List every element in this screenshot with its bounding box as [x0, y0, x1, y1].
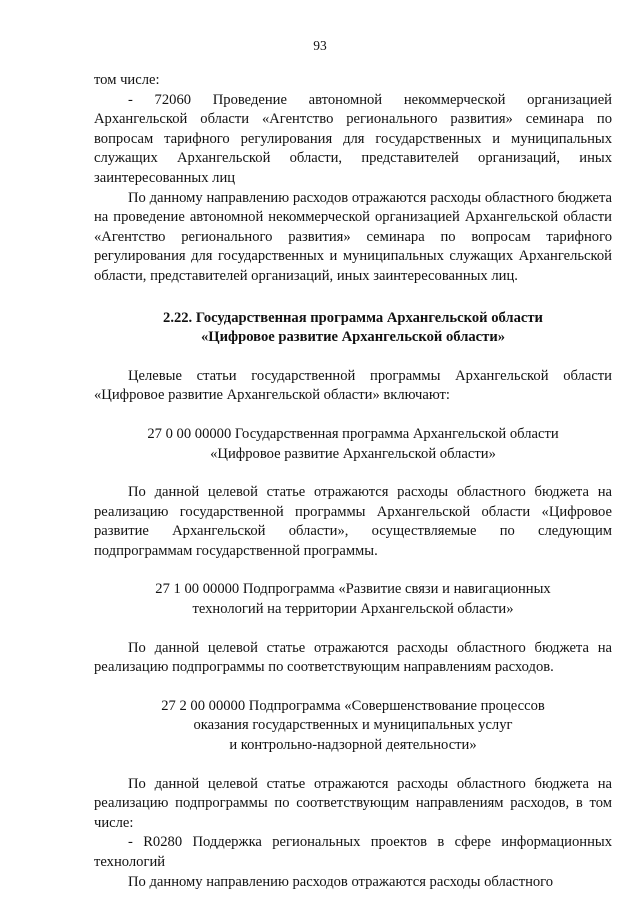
paragraph-subprogram-2-expenses: По данной целевой статье отражаются расходы областного бюджета на реализацию подпрограммы по соответствующим направлениям расходов, в том числе:: [94, 775, 612, 831]
code-27-1-line-1: 27 1 00 00000 Подпрограмма «Развитие связи и навигационных: [155, 581, 551, 598]
spacer: [94, 406, 612, 425]
paragraph-72060-item: - 72060 Проведение автономной некоммерческой организацией Архангельской области «Агентство регионального развития» семинара по вопросам тарифного регулирования для государственных и муниципальных служащих Архангельской области, представителей организаций, иных заинтересованных лиц: [94, 91, 612, 186]
paragraph-target-articles: Целевые статьи государственной программы Архангельской области «Цифровое развитие Архангельской области» включают:: [94, 367, 612, 404]
code-27-1-line-2: технологий на территории Архангельской области»: [192, 601, 514, 618]
document-body: [94, 71, 612, 892]
paragraph-intro: том числе:: [94, 72, 160, 88]
section-heading-line-1: 2.22. Государственная программа Архангельской области: [163, 309, 543, 326]
page-number: 93: [313, 38, 327, 53]
spacer: [94, 561, 612, 580]
spacer: [94, 464, 612, 483]
code-27-2-line-3: и контрольно-надзорной деятельности»: [229, 737, 477, 754]
code-27-0-line-1: 27 0 00 00000 Государственная программа Архангельской области: [147, 425, 559, 442]
section-heading-line-2: «Цифровое развитие Архангельской области»: [200, 329, 506, 346]
code-27-2-line-2: оказания государственных и муниципальных услуг: [193, 717, 513, 734]
paragraph-r0280-item: - R0280 Поддержка региональных проектов в сфере информационных технологий: [94, 834, 612, 870]
spacer: [94, 756, 612, 775]
code-27-2-line-1: 27 2 00 00000 Подпрограмма «Совершенствование процессов: [161, 697, 545, 714]
paragraph-subprogram-1-expenses: По данной целевой статье отражаются расходы областного бюджета на реализацию подпрограммы по соответствующим направлениям расходов.: [94, 639, 612, 676]
paragraph-72060-description: По данному направлению расходов отражаются расходы областного бюджета на проведение автономной некоммерческой организацией Архангельской области «Агентство регионального развития» семинара по вопросам тарифного регулирования для государственных и муниципальных служащих Архангельской области, представителей организаций, иных заинтересованных лиц.: [94, 189, 612, 284]
spacer: [94, 678, 612, 697]
spacer: [94, 287, 612, 309]
spacer: [94, 620, 612, 639]
spacer: [94, 348, 612, 367]
paragraph-r0280-description: По данному направлению расходов отражаются расходы областного: [128, 873, 554, 890]
code-27-0-line-2: «Цифровое развитие Архангельской области»: [210, 445, 496, 462]
paragraph-program-expenses: По данной целевой статье отражаются расходы областного бюджета на реализацию государственной программы Архангельской области «Цифровое развитие Архангельской области», осуществляемые по следующим подпрограммам государственной программы.: [94, 484, 612, 559]
